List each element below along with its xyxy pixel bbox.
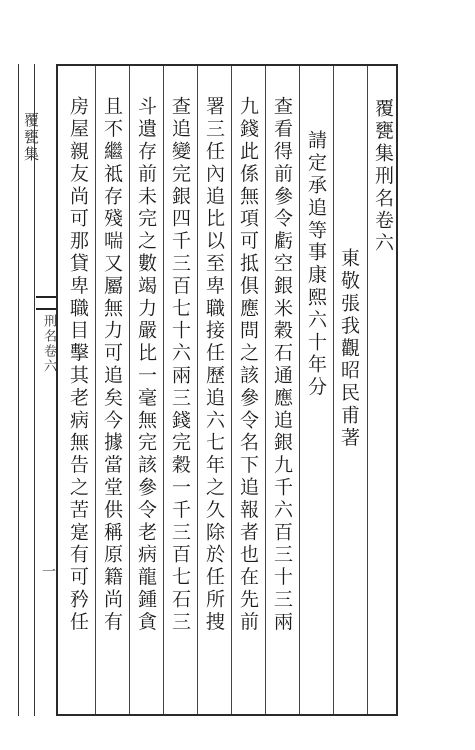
fold-rule (18, 64, 19, 716)
fold-title: 覆甕集 (22, 112, 40, 163)
text-column-2: 九錢此係無項可抵俱應問之該參令名下追報者也在先前 (237, 96, 259, 634)
column-rule (299, 66, 300, 714)
column-rule (163, 66, 164, 714)
text-column-7: 房屋親友尚可那貸卑職目擊其老病無告之苦寔有可矜任 (67, 96, 89, 634)
author-line: 東敬張我觀昭民甫著 (338, 248, 360, 450)
text-column-4: 查追變完銀四千三百七十六兩三錢完穀一千三百七石三 (169, 96, 191, 634)
column-rule (367, 66, 368, 714)
case-heading: 請定承追等事康熙六十年分 (305, 130, 327, 399)
column-rule (333, 66, 334, 714)
text-column-1: 查看得前參令虧空銀米穀石通應追銀九千六百三十三兩 (271, 96, 293, 634)
center-fold (18, 64, 56, 716)
column-rule (265, 66, 266, 714)
fold-subtitle: 刑名卷六 (41, 314, 56, 374)
text-column-5: 斗遺存前未完之數竭力嚴比一毫無完該參令老病龍鍾貪 (135, 96, 157, 634)
fold-page-number: 一 (40, 564, 56, 578)
text-column-3: 署三任內追比以至卑職接任歷追六七年之久除於任所捜 (203, 96, 225, 634)
column-rule (129, 66, 130, 714)
column-rule (231, 66, 232, 714)
fold-fishtail-mark (36, 296, 58, 310)
column-rule (95, 66, 96, 714)
column-rule (197, 66, 198, 714)
volume-title: 覆甕集刑名卷六 (372, 98, 394, 255)
text-column-6: 且不繼祗存殘喘又屬無力可追矣今據當堂供稱原籍尚有 (101, 96, 123, 634)
